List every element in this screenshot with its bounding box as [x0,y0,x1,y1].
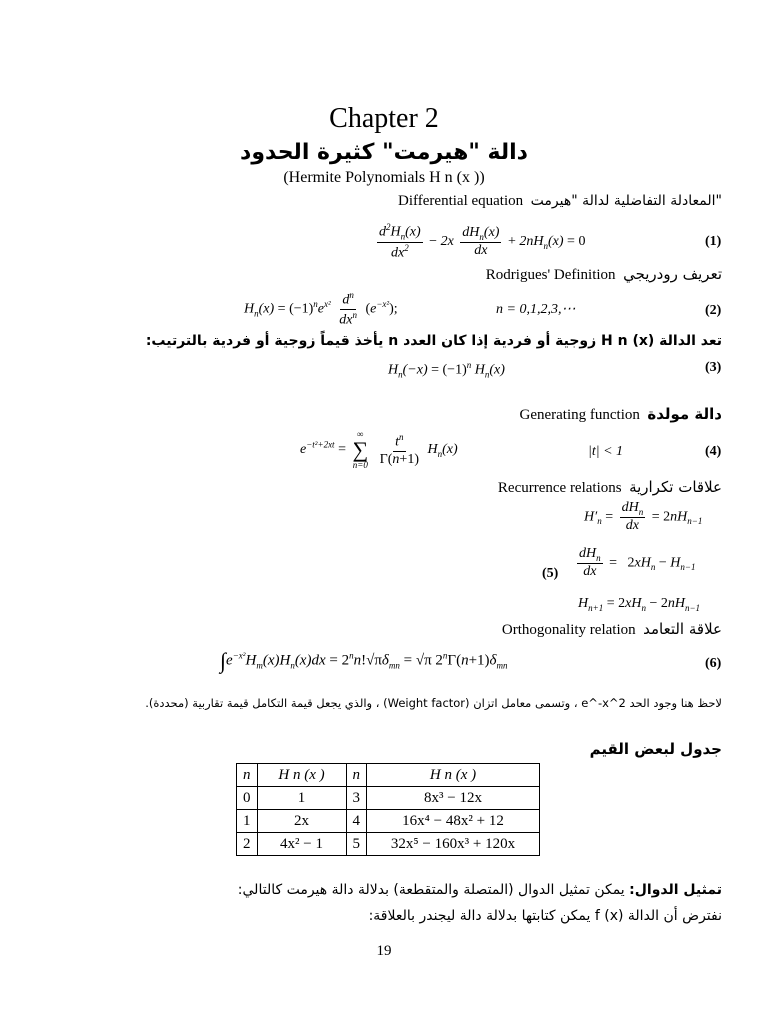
section-label-ar: علاقات تكرارية [629,478,722,496]
section-label-en: Recurrence relations [497,480,622,496]
table-header-row [237,764,540,787]
equation-number-4: (4) [705,444,722,459]
chapter-title-arabic: دالة "هيرمت" كثيرة الحدود [240,140,528,165]
chapter-heading: Chapter 2 [329,103,439,134]
table-header-cell: H n (x ) [367,764,540,787]
section-label-en: Generating function [519,407,640,423]
table-cell: 2x [257,810,346,833]
equation-6: $\int e^{-x^2}H_m(x)H_n(x)dx = 2^nn!√\pi\delta_{mn} = √\pi$ $2^n\Gamma(n+1)\delta_{mn}$ [220,648,508,673]
table-cell: 5 [346,833,367,856]
equation-2: $H_n(x) = (-1)^ne^{x^2}$ $\frac{d^n}{dx^n}$ $(e^{-x^2})$; [244,290,398,328]
table-cell: 32x⁵ − 160x³ + 120x [367,833,540,856]
table-header-cell: H n (x ) [257,764,346,787]
section-orthogonality [502,620,722,639]
equation-number-5: (5) [542,566,559,581]
table-row [237,810,540,833]
equation-4-condition: |t| < 1 [588,444,624,459]
table-cell: 16x⁴ − 48x² + 12 [367,810,540,833]
section-label-en: Orthogonality relation [501,622,636,638]
equation-number-2: (2) [705,303,722,318]
table-header-cell: n [346,764,367,787]
representation-text: يمكن تمثيل الدوال (المتصلة والمتقطعة) بدلالة دالة هيرمت كالتالي: [237,882,630,898]
section-rodrigues [486,265,722,284]
equation-number-3: (3) [705,360,722,375]
weight-factor-note: لاحظ هنا وجود الحد e^-x^2 ، وتسمى معامل اتزان (Weight factor) ، والذي يجعل قيمة التكامل قيمة تقاربية (محددة). [145,696,722,710]
table-cell: 1 [257,787,346,810]
page-number: 19 [376,943,392,959]
function-representation [238,882,722,898]
parity-statement: تعد الدالة H n (x) زوجية أو فردية إذا كان العدد n يأخذ قيماً زوجية أو فردية بالترتيب: [145,333,722,349]
equation-number-1: (1) [705,234,722,249]
table-header-cell: n [237,764,258,787]
section-label-en: Rodrigues' Definition [485,267,616,283]
section-label-ar: المعادلة التفاضلية لدالة "هيرمت" [530,193,722,209]
section-recurrence [498,478,722,497]
section-label-ar: تعريف رودريجي [623,265,722,283]
equation-4: $e^{-t^2+2xt}$ = ∞ ∑ n=0 $\frac{t^n}{\Gamma(n+1)}$ $H_n(x)$ [300,429,458,470]
table-cell: 8x³ − 12x [367,787,540,810]
table-cell: 1 [237,810,258,833]
section-generating-function [519,405,722,424]
chapter-title-english: (Hermite Polynomials H n (x )) [283,169,485,186]
table-cell: 4 [346,810,367,833]
equation-3: $H_n(-x) = (-1)^n$ $H_n(x)$ [388,360,505,380]
hermite-values-table [236,763,540,856]
table-cell: 3 [346,787,367,810]
recurrence-3: $H_{n+1} = 2xH_n - 2nH_{n-1}$ [578,596,701,613]
section-label-ar: علاقة التعامد [643,620,722,638]
equation-1: $\frac{d^2H_n(x)}{dx^2}$ − 2x $\frac{dH_n(x)}{dx}$ + $2nH_n(x) = 0$ [379,222,586,261]
equation-2-range: n = 0,1,2,3,⋯ [496,302,576,317]
table-row [237,787,540,810]
recurrence-2: $\frac{dH_n}{dx}$ = $2xH_n - H_{n-1}$ [579,546,696,580]
section-label-en: Differential equation [398,193,524,209]
table-heading: جدول لبعض القيم [589,740,722,758]
section-differential-equation [398,193,722,210]
table-cell: 0 [237,787,258,810]
representation-label: تمثيل الدوال: [629,882,722,898]
table-row [237,833,540,856]
recurrence-1: $H'_n$ = $\frac{dH_n}{dx}$ = $2nH_{n-1}$ [584,500,703,534]
section-label-ar: دالة مولدة [647,405,722,423]
table-cell: 2 [237,833,258,856]
legendre-assumption: نفترض أن الدالة f (x) يمكن كتابتها بدلالة دالة ليجندر بالعلاقة: [368,908,722,924]
equation-number-6: (6) [705,656,722,671]
table-cell: 4x² − 1 [257,833,346,856]
